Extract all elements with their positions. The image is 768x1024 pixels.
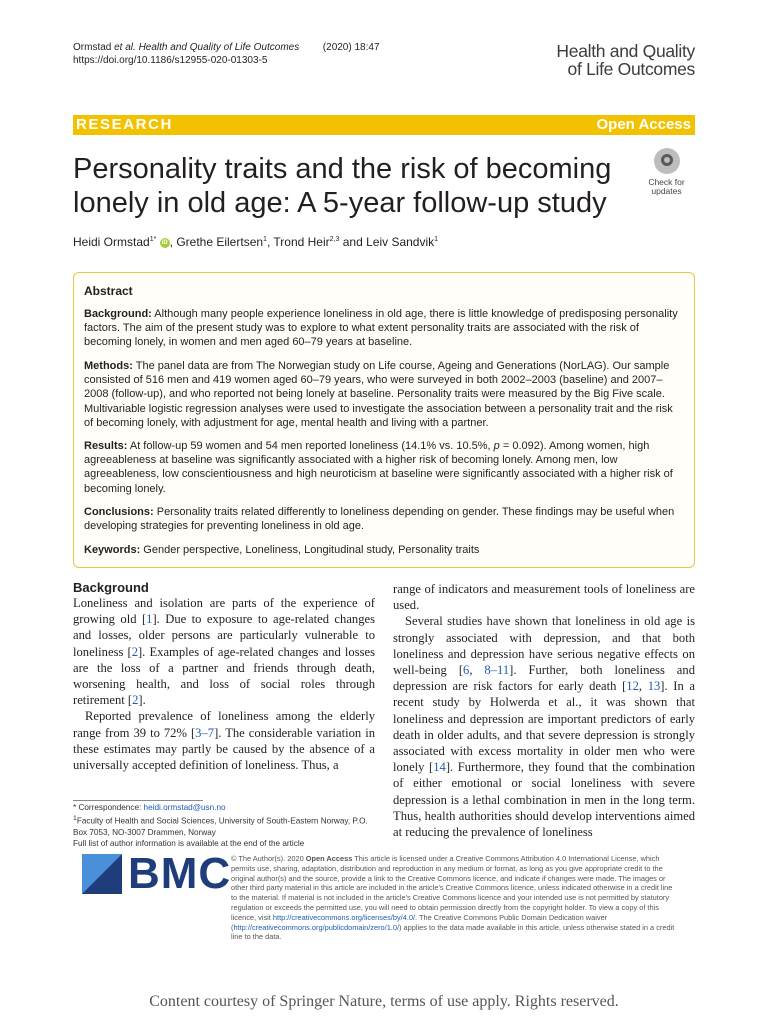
abstract-conclusions: Conclusions: Personality traits related differently to loneliness depending on gender. These findings may be useful when developing strategies for preventing loneliness in old age.: [84, 506, 675, 533]
abstract-background: Background: Although many people experience loneliness in old age, there is little knowledge of predisposing personality factors. The aim of the present study was to explore to what extent personality traits are associated with the risk of becoming lonely, in women and men aged 60–79 years at baseline.: [84, 308, 678, 349]
reference-link[interactable]: 14: [433, 760, 446, 775]
reference-link[interactable]: 2: [131, 644, 138, 659]
reference-link[interactable]: 2: [132, 693, 139, 708]
author-name[interactable]: Trond Heir: [273, 235, 330, 249]
journal-name-line2: of Life Outcomes: [567, 59, 695, 79]
author-affiliation-mark: 1: [263, 236, 267, 243]
reference-link[interactable]: 8–11: [484, 663, 510, 678]
affiliation-note: $^1$Faculty of Health and Social Sciences, University of South-Eastern Norway, P.O. Box 7053, NO-3007 Drammen, Norway: [73, 815, 368, 837]
bmc-logo: [82, 849, 232, 898]
correspondence-note: * Correspondence: heidi.ormstad@usn.no: [73, 803, 226, 812]
author-affiliation-mark: 2,3: [329, 236, 340, 243]
footnotes: [73, 802, 383, 849]
body-paragraph: Loneliness and isolation are parts of the experience of growing old [1]. Due to exposure to age-related changes and losses, older persons are particularly vulnerable to loneliness [2]. Examples of age-related changes and losses are the loss of a partner and friends through death, worsening health, and loss of social roles through retirement [2].: [73, 596, 375, 708]
author-affiliation-mark: 1*: [149, 236, 157, 243]
author-affiliation-mark: 1: [434, 236, 439, 243]
author-name[interactable]: Leiv Sandvik: [366, 235, 435, 249]
email-link[interactable]: heidi.ormstad@usn.no: [143, 803, 226, 812]
check-for-updates-badge[interactable]: [638, 148, 695, 200]
author-list: Heidi Ormstad$^{1*}$ iD , Grethe Eilertsen$^1$, Trond Heir$^{2,3}$ and Leiv Sandvik$^1$: [73, 235, 439, 249]
citation-year: (2020) 18:47: [322, 42, 380, 53]
author-info-note: Full list of author information is available at the end of the article: [73, 838, 305, 848]
reference-link[interactable]: 3–7: [195, 725, 215, 740]
article-type-label: RESEARCH: [76, 116, 173, 133]
article-type-banner: [73, 115, 695, 135]
left-column: [73, 580, 375, 773]
abstract-methods: Methods: The panel data are from The Norwegian study on Life course, Ageing and Generations (NorLAG). Our sample consisted of 516 men and 419 women aged 60–79 years, who were surveyed in both 2002–2003 (baseline) and 2007–2008 (follow-up), and who reported not being lonely at baseline. Personality traits were measured by the Big Five scale. Multivariable logistic regression analyses were used to investigate the association between a personality trait and the risk of becoming lonely, with adjustment for age, mental health and living with a partner.: [84, 360, 673, 429]
public-domain-link[interactable]: http://creativecommons.org/publicdomain/zero/1.0/: [233, 922, 400, 932]
check-for-updates-label: Check for updates: [648, 177, 685, 196]
article-title: Personality traits and the risk of becoming lonely in old age: A 5-year follow-up study: [73, 153, 612, 219]
abstract-results: Results: At follow-up 59 women and 54 men reported loneliness (14.1% vs. 10.5%, p = 0.092). Among women, high agreeableness at baseline was significantly associated with a higher risk of becoming lonely. Among men, low agreeableness, low conscientiousness and high neuroticism at baseline were significantly associated with a higher risk of becoming lonely.: [84, 440, 673, 495]
abstract-keywords: Keywords: Gender perspective, Loneliness, Longitudinal study, Personality traits: [84, 544, 480, 556]
citation-author: Ormstad: [73, 42, 115, 53]
reference-link[interactable]: 13: [647, 679, 661, 694]
bmc-logo-text: BMC: [128, 849, 232, 898]
abstract-box: [73, 272, 695, 568]
author-name[interactable]: Grethe Eilertsen: [176, 235, 264, 249]
section-heading-background: Background: [73, 580, 149, 595]
body-paragraph: Several studies have shown that loneliness in old age is strongly associated with depression, and that both loneliness and depression have serious negative effects on well-being [6, 8–11]. Further, both loneliness and depression are risk factors for early death [12, 13]. In a recent study by Holwerda et al., it was shown that loneliness and depression are important predictors of early death in older adults, and that severe depression is strongly associated with excess mortality in older men who were lonely [14]. Furthermore, they found that the combination of either emotional or social loneliness with severe depression is a lethal combination in men in the long term. Thus, health authorities should develop interventions aimed at reducing the prevalence of loneliness: [393, 614, 696, 840]
reference-link[interactable]: 12: [626, 679, 639, 694]
article-citation: [73, 41, 380, 67]
journal-logo: [556, 42, 695, 78]
doi-link[interactable]: https://doi.org/10.1186/s12955-020-01303-5: [73, 55, 268, 66]
right-column: [393, 581, 695, 840]
body-paragraph: range of indicators and measurement tools of loneliness are used.: [393, 582, 695, 613]
footnote-divider: [73, 800, 203, 801]
reference-link[interactable]: 1: [146, 612, 153, 627]
license-statement: © The Author(s). 2020 Open Access This article is licensed under a Creative Commons Attribution 4.0 International License, which permits use, sharing, adaptation, distribution and reproduction in any medium or format, as long as you give appropriate credit to the original author(s) and the source, provide a link to the Creative Commons licence, and indicate if changes were made. The images or other third party material in this article are included in the article's Creative Commons licence, unless indicated otherwise in a credit line to the material. If material is not included in the article's Creative Commons licence and your intended use is not permitted by statutory regulation or exceeds the permitted use, you will need to obtain permission directly from the copyright holder. To view a copy of this licence, visit http://creativecommons.org/licenses/by/4.0/. The Creative Commons Public Domain Dedication waiver (http://creativecommons.org/publicdomain/zero/1.0/) applies to the data made available in this article, unless otherwise stated in a credit line to the data.: [231, 854, 675, 942]
crossmark-icon: [654, 148, 680, 174]
reference-link[interactable]: 6: [463, 663, 470, 678]
body-paragraph: Reported prevalence of loneliness among the elderly range from 39 to 72% [3–7]. The considerable variation in these estimates may partly be caused by the absence of a universally accepted definition of loneliness. Thus, a: [73, 709, 375, 773]
author-name[interactable]: Heidi Ormstad: [73, 235, 150, 249]
abstract-heading: Abstract: [84, 284, 133, 298]
open-access-label: Open Access: [596, 116, 691, 133]
journal-name-line1: Health and Quality: [556, 41, 695, 61]
courtesy-notice: Content courtesy of Springer Nature, terms of use apply. Rights reserved.: [149, 993, 619, 1010]
license-link[interactable]: http://creativecommons.org/licenses/by/4.0/: [272, 912, 416, 922]
citation-journal: et al. Health and Quality of Life Outcomes: [114, 42, 300, 53]
orcid-icon[interactable]: iD: [161, 239, 168, 246]
